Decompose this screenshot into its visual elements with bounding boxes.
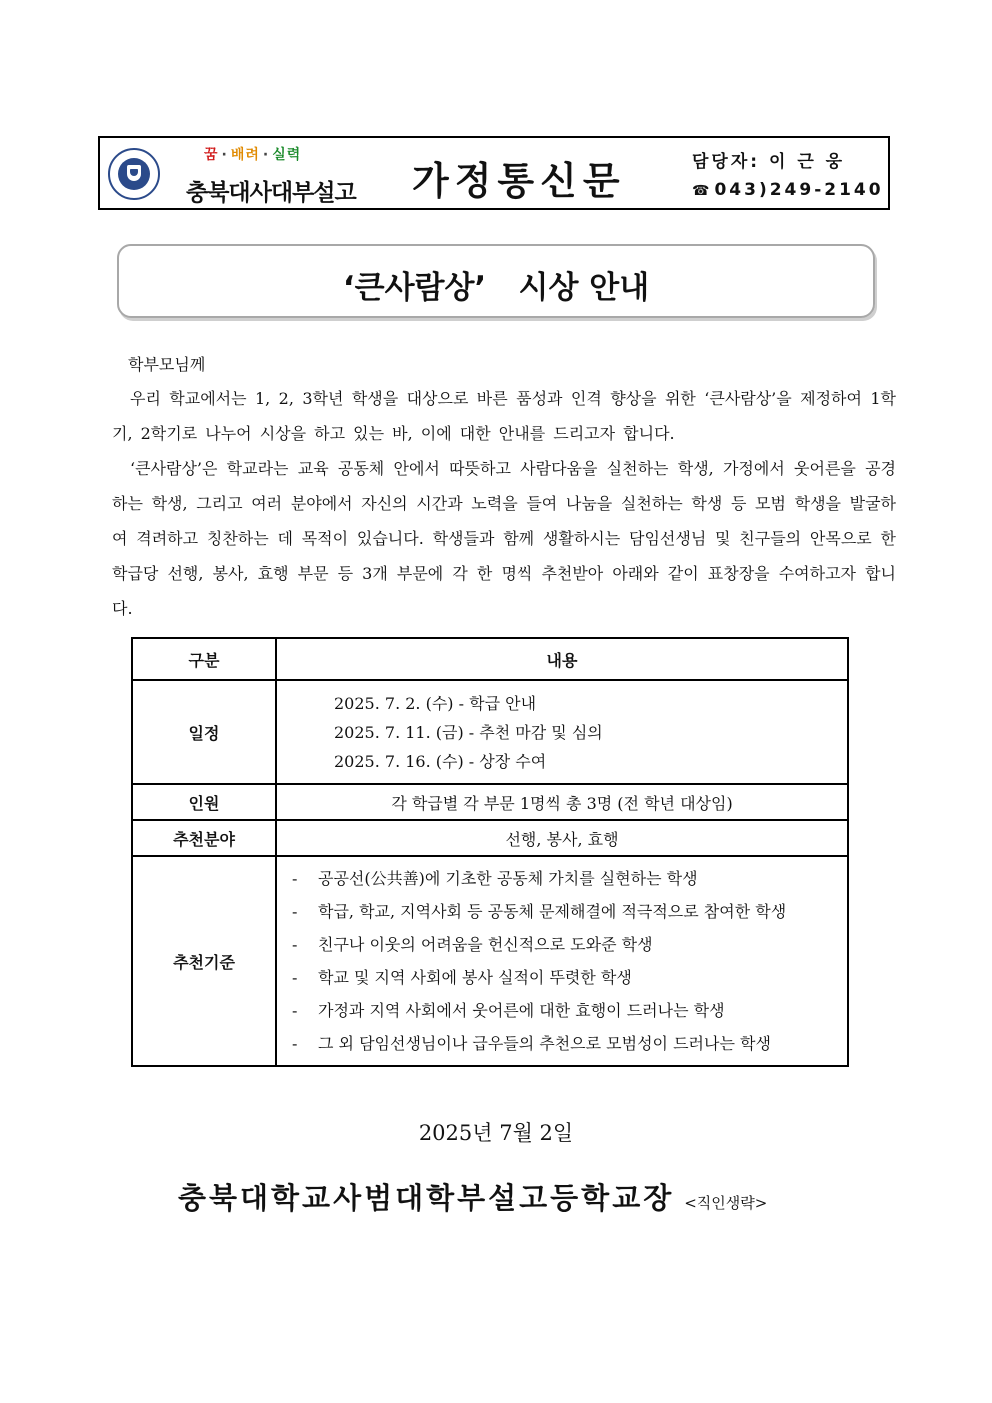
table-header-row [132, 638, 848, 680]
seal-emblem [118, 158, 150, 190]
contact-phone-line [692, 176, 884, 205]
criteria-cell [276, 856, 848, 1066]
signature-line [178, 1176, 767, 1217]
schedule-line: 2025. 7. 11. (금) - 추천 마감 및 심의 [334, 722, 603, 742]
paragraph-2 [112, 451, 896, 626]
criteria-text: 공공선(公共善)에 기초한 공동체 가치를 실현하는 학생 [318, 869, 698, 888]
issue-date: 2025년 7월 2일 [418, 1121, 574, 1145]
contact-phone: 043)249-2140 [714, 180, 884, 200]
document-title: ‘큰사람상’ 시상 안내 [342, 270, 650, 306]
award-info-table [131, 637, 849, 1067]
schedule-cell [276, 680, 848, 784]
criteria-text: 그 외 담임선생님이나 급우들의 추천으로 모범성이 드러나는 학생 [318, 1034, 771, 1053]
contact-block [692, 148, 884, 205]
criteria-item [278, 1027, 846, 1060]
paragraph-1 [112, 381, 896, 451]
table-row-schedule [132, 680, 848, 784]
table-row-count [132, 784, 848, 820]
schedule-line: 2025. 7. 2. (수) - 학급 안내 [334, 693, 537, 713]
school-name-short: 충북대사대부설고 [186, 180, 356, 206]
title-box [117, 244, 875, 318]
label-count: 인원 [132, 784, 276, 820]
bullet-dash: - [292, 902, 298, 921]
count-value: 각 학급별 각 부문 1명씩 총 3명 (전 학년 대상임) [276, 784, 848, 820]
bullet-dash: - [292, 1001, 298, 1020]
criteria-item [278, 961, 846, 994]
newsletter-title: 가정통신문 [412, 159, 626, 203]
criteria-text: 학교 및 지역 사회에 봉사 실적이 뚜렷한 학생 [318, 968, 632, 987]
header-content: 내용 [276, 638, 848, 680]
criteria-item [278, 862, 846, 895]
header-category: 구분 [132, 638, 276, 680]
school-motto [204, 144, 301, 164]
seal-omitted-note: <직인생략> [684, 1194, 768, 1212]
table-row-field [132, 820, 848, 856]
criteria-text: 친구나 이웃의 어려움을 헌신적으로 도와준 학생 [318, 935, 653, 954]
paragraph-2-text: ‘큰사람상’은 학교라는 교육 공동체 안에서 따뜻하고 사람다움을 실천하는 학생, 가정에서 웃어른을 공경하는 학생, 그리고 여러 분야에서 자신의 시간과 노력을 들여 나눔을 실천하는 학생 등 모범 학생을 발굴하여 격려하고 칭찬하는 데 목적이 있습니다. 학생들과 함께 생활하시는 담임선생님 및 친구들의 안목으로 한 학급당 선행, 봉사, 효행 부문 등 3개 부문에 각 한 명씩 추천받아 아래와 같이 표창장을 수여하고자 합니다. [112, 459, 896, 618]
criteria-item [278, 928, 846, 961]
bullet-dash: - [292, 968, 298, 987]
criteria-item [278, 895, 846, 928]
motto-dream: 꿈 [204, 147, 219, 163]
bullet-dash: - [292, 869, 298, 888]
criteria-item [278, 994, 846, 1027]
seal-shield [127, 165, 141, 181]
paragraph-1-text: 우리 학교에서는 1, 2, 3학년 학생을 대상으로 바른 품성과 인격 향상을 위한 ‘큰사람상’을 제정하여 1학기, 2학기로 나누어 시상을 하고 있는 바, 이에 대한 안내를 드리고자 합니다. [112, 389, 896, 443]
bullet-dash: - [292, 1034, 298, 1053]
label-criteria: 추천기준 [132, 856, 276, 1066]
table-row-criteria [132, 856, 848, 1066]
letter-header [98, 136, 890, 210]
label-schedule: 일정 [132, 680, 276, 784]
schedule-line: 2025. 7. 16. (수) - 상장 수여 [334, 751, 547, 771]
school-seal-icon [108, 148, 160, 200]
motto-dot: · [221, 147, 228, 163]
label-field: 추천분야 [132, 820, 276, 856]
bullet-dash: - [292, 935, 298, 954]
principal-title: 충북대학교사범대학부설고등학교장 [178, 1181, 675, 1215]
motto-skill: 실력 [272, 147, 302, 163]
criteria-text: 가정과 지역 사회에서 웃어른에 대한 효행이 드러나는 학생 [318, 1001, 725, 1020]
greeting: 학부모님께 [128, 355, 206, 374]
contact-person: 담당자: 이 근 웅 [692, 152, 846, 172]
telephone-icon: ☎ [692, 183, 713, 199]
field-value: 선행, 봉사, 효행 [276, 820, 848, 856]
motto-dot: · [262, 147, 270, 163]
motto-care: 배려 [230, 147, 260, 163]
criteria-text: 학급, 학교, 지역사회 등 공동체 문제해결에 적극적으로 참여한 학생 [318, 902, 787, 921]
